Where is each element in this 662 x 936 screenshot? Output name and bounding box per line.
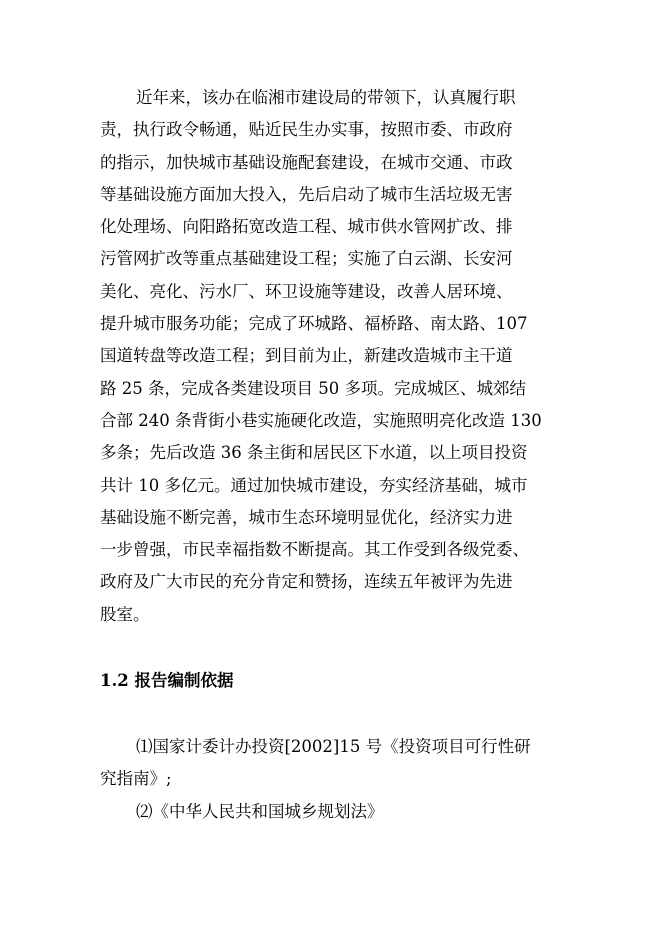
paragraph-line: 共计 10 多亿元。通过加快城市建设，夯实经济基础，城市 [100,475,528,495]
list-item-line: ⑵《中华人民共和国城乡规划法》 [136,801,384,821]
paragraph-line: 政府及广大市民的充分肯定和赞扬，连续五年被评为先进 [100,572,513,592]
paragraph-line: 污管网扩改等重点基础建设工程；实施了白云湖、长安河 [100,249,513,269]
paragraph-line: 美化、亮化、污水厂、环卫设施等建设，改善人居环境、 [100,281,513,301]
basis-list [100,731,566,828]
list-item-line: ⑴国家计委计办投资[2002]15 号《投资项目可行性研 [136,737,531,757]
paragraph-line: 国道转盘等改造工程；到目前为止，新建改造城市主干道 [100,346,513,366]
paragraph-line: 提升城市服务功能；完成了环城路、福桥路、南太路、107 [100,314,528,334]
document-page [100,82,566,828]
paragraph-line: 多条；先后改造 36 条主街和居民区下水道，以上项目投资 [100,443,528,463]
paragraph-line: 合部 240 条背街小巷实施硬化改造，实施照明亮化改造 130 [100,410,542,430]
list-item-line: 究指南》; [100,769,172,789]
basis-item-1 [100,731,566,796]
paragraph-line: 股室。 [100,604,150,624]
paragraph-line: 化处理场、向阳路拓宽改造工程、城市供水管网扩改、排 [100,217,513,237]
paragraph-line: 基础设施不断完善，城市生态环境明显优化，经济实力进 [100,507,513,527]
basis-item-2 [100,796,566,828]
paragraph-line: 路 25 条，完成各类建设项目 50 多项。完成城区、城郊结 [100,378,526,398]
paragraph-line: 近年来，该办在临湘市建设局的带领下，认真履行职 [136,88,516,107]
paragraph-line: 责，执行政令畅通，贴近民生办实事，按照市委、市政府 [100,120,513,140]
paragraph-line: 等基础设施方面加大投入，先后启动了城市生活垃圾无害 [100,184,513,204]
paragraph-line: 一步曾强，市民幸福指数不断提高。其工作受到各级党委、 [100,540,529,560]
paragraph-line: 的指示，加快城市基础设施配套建设，在城市交通、市政 [100,152,513,172]
section-heading: 1.2 报告编制依据 [100,671,234,691]
intro-paragraph [100,82,566,631]
